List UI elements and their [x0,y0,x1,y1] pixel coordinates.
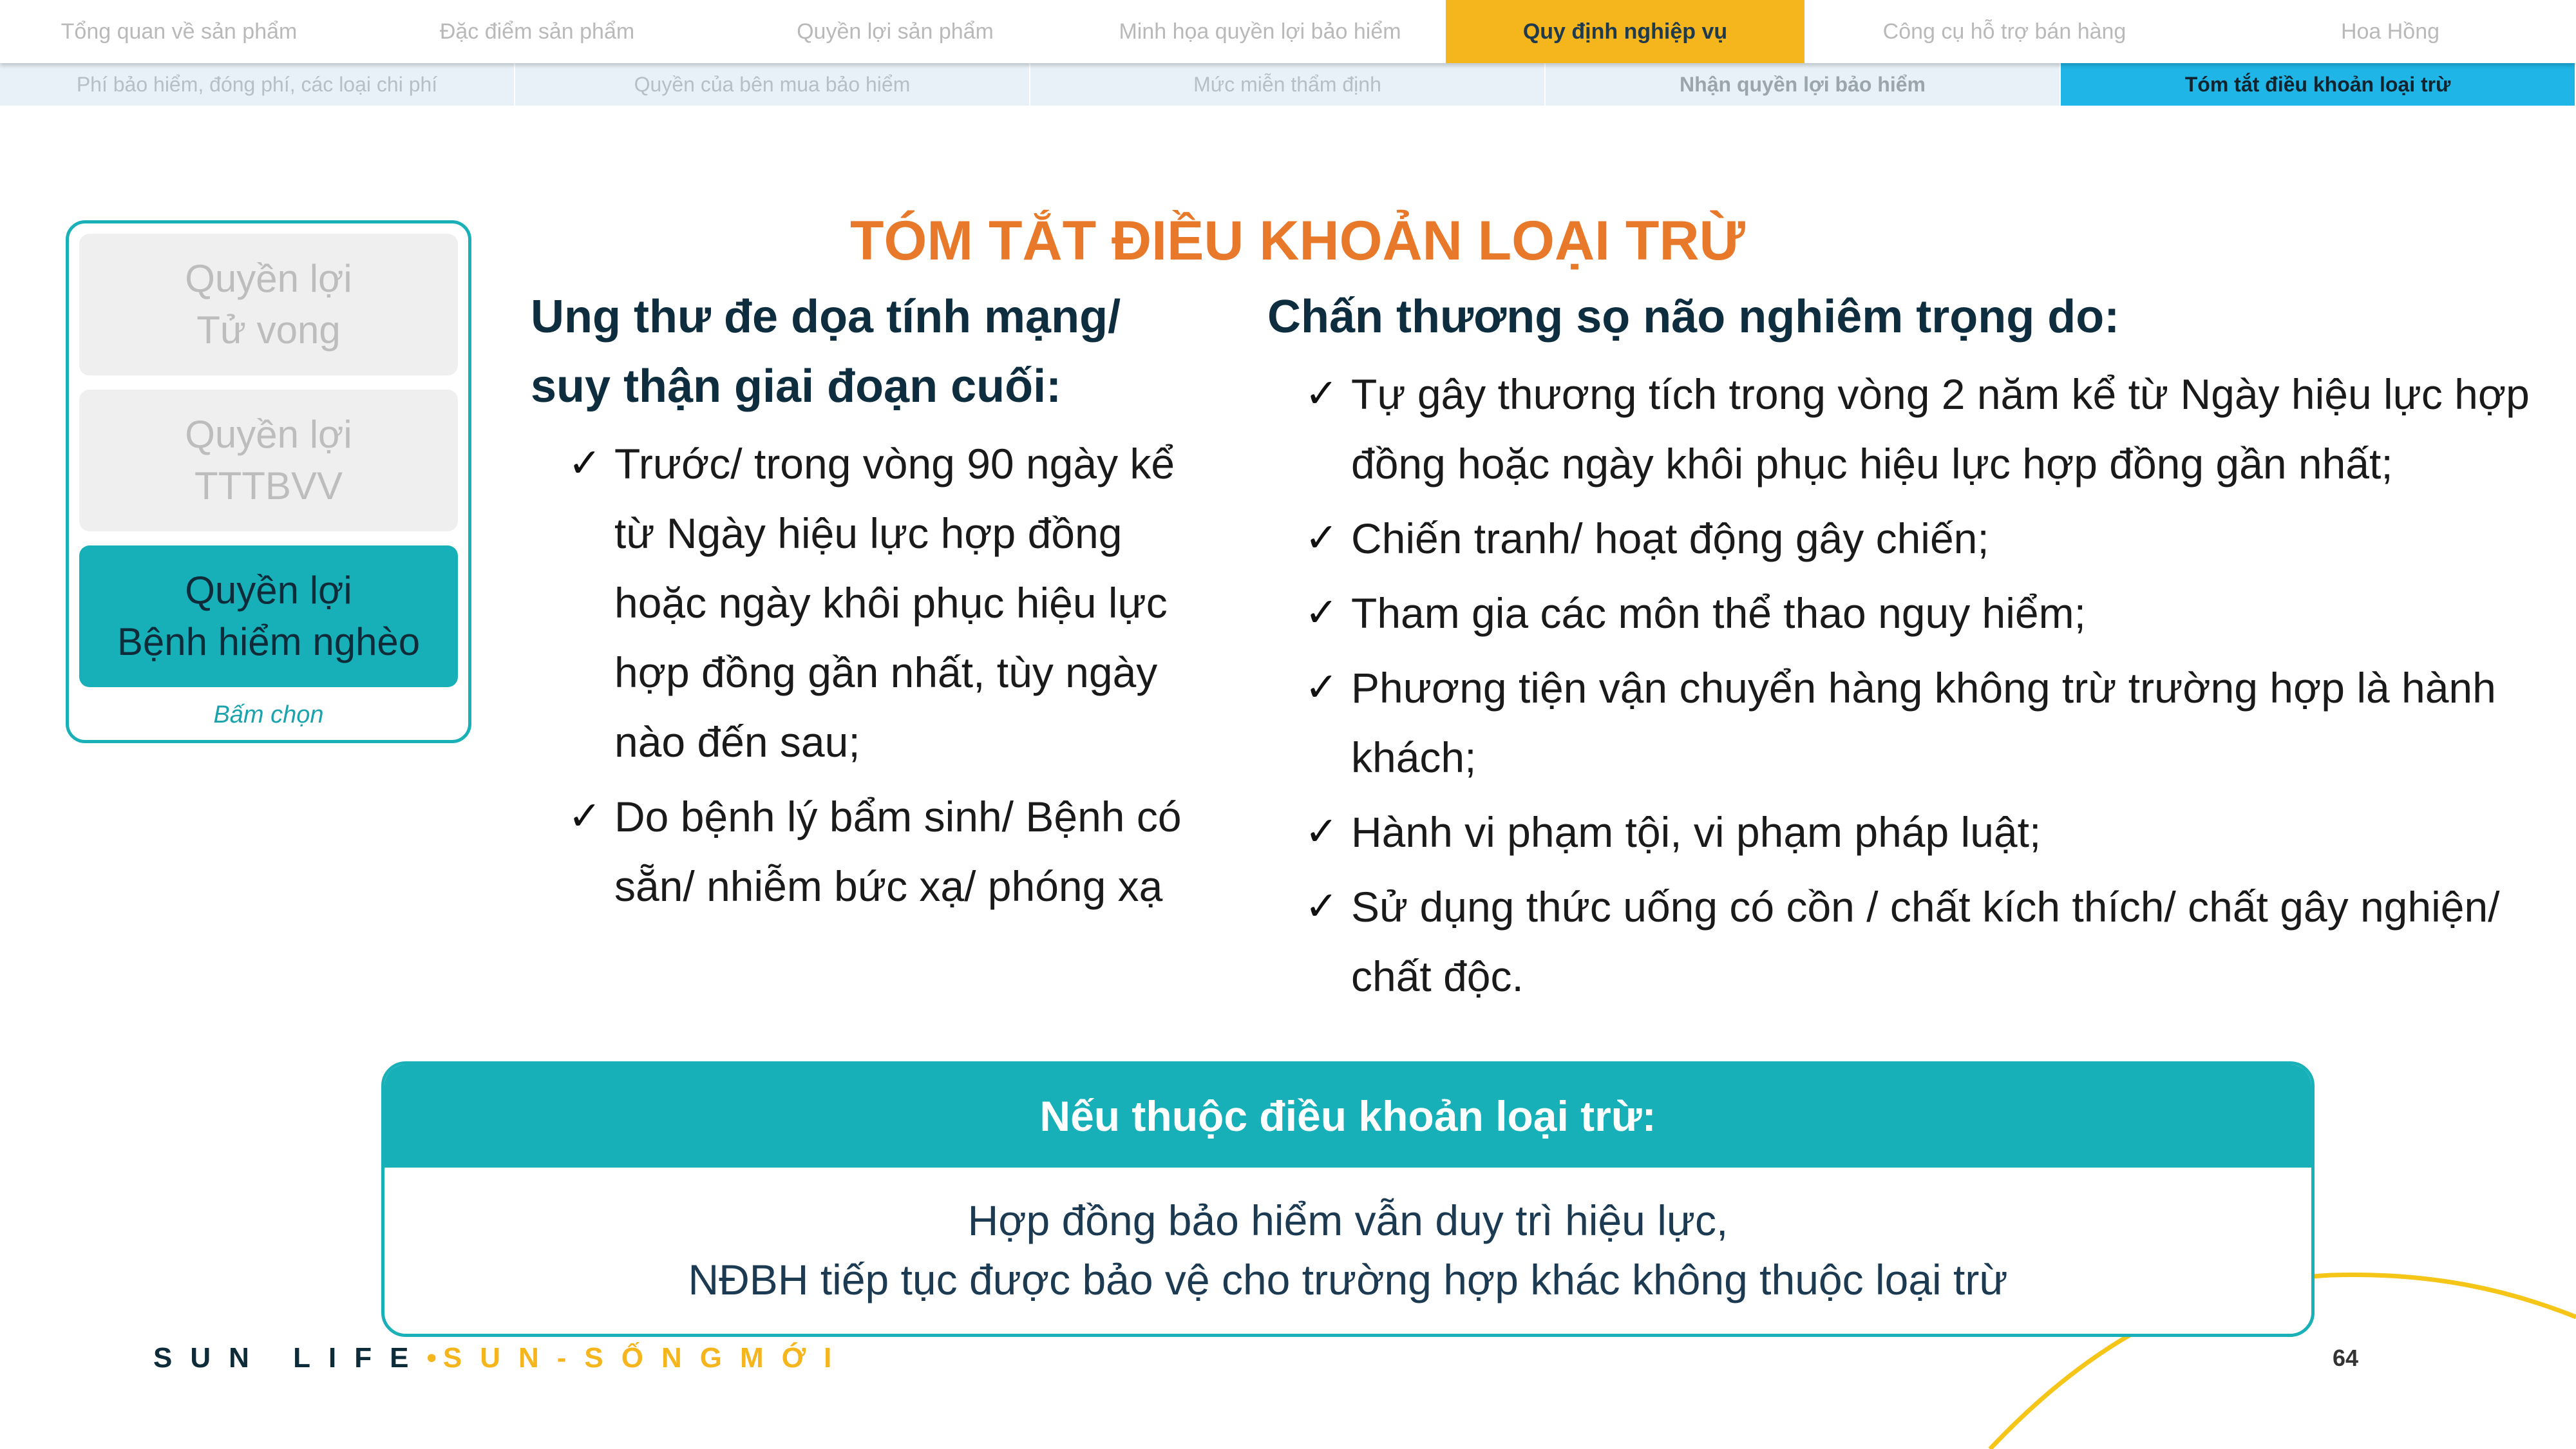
benefit-option-death[interactable] [79,234,458,375]
tab-product-benefits[interactable] [716,0,1074,63]
left-heading [531,282,1239,421]
selector-hint: Bấm chọn [213,701,324,728]
check-icon: ✓ [1305,372,1338,416]
right-exclusion-list [1305,359,2554,1016]
right-heading: Chấn thương sọ não nghiêm trọng do: [1267,291,2120,343]
brand-text: SUN LIFE [153,1342,427,1374]
subtab-label: Quyền của bên mua bảo hiểm [634,72,911,96]
subtab-label: Mức miễn thẩm định [1193,72,1381,96]
list-item [568,429,1225,777]
option-line: Quyền lợi [185,257,352,300]
option-line: Quyền lợi [185,413,352,456]
tab-business-rules[interactable] [1446,0,1804,63]
heading-line: Ung thư đe dọa tính mạng/ [531,291,1121,343]
tab-product-features[interactable] [358,0,716,63]
tab-label: Công cụ hỗ trợ bán hàng [1882,19,2126,44]
check-icon: ✓ [1305,884,1338,929]
item-text: Tham gia các môn thể thao nguy hiểm; [1351,589,2086,637]
page-title: TÓM TẮT ĐIỀU KHOẢN LOẠI TRỪ [850,210,1745,272]
check-icon: ✓ [1305,516,1338,560]
subtab-buyer-rights[interactable] [515,63,1030,106]
item-text: Tự gây thương tích trong vòng 2 năm kể từ Ngày hiệu lực hợp đồng hoặc ngày khôi phục hiệu lực hợp đồng gần nhất; [1351,370,2530,488]
item-text: Do bệnh lý bẩm sinh/ Bệnh có sẵn/ nhiễm bức xạ/ phóng xạ [614,793,1182,910]
left-exclusion-list [568,429,1225,926]
benefit-option-tttbvv[interactable] [79,390,458,531]
notice-header: Nếu thuộc điều khoản loại trừ: [384,1065,2311,1168]
item-text: Phương tiện vận chuyển hàng không trừ trường hợp là hành khách; [1351,664,2496,781]
tab-label: Minh họa quyền lợi bảo hiểm [1119,19,1401,44]
tab-label: Quy định nghiệp vụ [1522,19,1728,44]
list-item [1305,578,2554,648]
benefit-selector [66,220,471,743]
item-text: Trước/ trong vòng 90 ngày kể từ Ngày hiệu lực hợp đồng hoặc ngày khôi phục hiệu lực hợp đồng gần nhất, tùy ngày nào đến sau; [614,440,1175,766]
notice-line: NĐBH tiếp tục được bảo vệ cho trường hợp khác không thuộc loại trừ [688,1256,2008,1303]
secondary-nav [0,63,2576,106]
list-item [1305,653,2554,792]
tab-label: Tổng quan về sản phẩm [61,19,298,44]
heading-line: suy thận giai đoạn cuối: [531,361,1062,412]
list-item [1305,797,2554,867]
tab-label: Hoa Hồng [2340,19,2440,44]
tab-commission[interactable] [2204,0,2576,63]
item-text: Hành vi phạm tội, vi phạm pháp luật; [1351,808,2041,856]
subtab-underwriting-exemption[interactable] [1030,63,1546,106]
subtab-label: Phí bảo hiểm, đóng phí, các loại chi phí [76,72,438,96]
subtab-label: Nhận quyền lợi bảo hiểm [1680,72,1926,96]
tab-benefit-illustration[interactable] [1074,0,1446,63]
list-item [1305,359,2554,498]
subtab-premium-fees[interactable] [0,63,515,106]
list-item [1305,872,2554,1011]
list-item [1305,504,2554,573]
brand-tagline: SUN-SỐNGMỚI [442,1342,850,1374]
option-line: Bệnh hiểm nghèo [117,620,421,663]
option-line: Quyền lợi [185,569,352,612]
tab-label: Quyền lợi sản phẩm [797,19,994,44]
primary-nav [0,0,2576,63]
check-icon: ✓ [1305,591,1338,635]
page-number: 64 [2333,1345,2359,1371]
notice-line: Hợp đồng bảo hiểm vẫn duy trì hiệu lực, [967,1197,1728,1244]
check-icon: ✓ [568,441,601,486]
item-text: Chiến tranh/ hoạt động gây chiến; [1351,515,1989,562]
option-line: TTTBVV [194,464,343,507]
check-icon: ✓ [568,794,601,838]
subtab-claim-benefits[interactable] [1546,63,2061,106]
exclusion-notice-box [381,1061,2315,1337]
check-icon: ✓ [1305,665,1338,710]
check-icon: ✓ [1305,810,1338,854]
item-text: Sử dụng thức uống có cồn / chất kích thích/ chất gây nghiện/ chất độc. [1351,883,2500,1000]
benefit-option-critical-illness[interactable] [79,545,458,687]
subtab-label: Tóm tắt điều khoản loại trừ [2184,72,2451,96]
sunlife-logo [153,1342,849,1374]
tab-label: Đặc điểm sản phẩm [439,19,635,44]
subtab-exclusions-summary[interactable] [2061,63,2576,106]
notice-body [384,1168,2311,1309]
option-line: Tử vong [196,308,341,352]
brand-dot: • [426,1342,443,1374]
tab-overview[interactable] [0,0,358,63]
list-item [568,782,1225,921]
tab-sales-tools[interactable] [1804,0,2204,63]
